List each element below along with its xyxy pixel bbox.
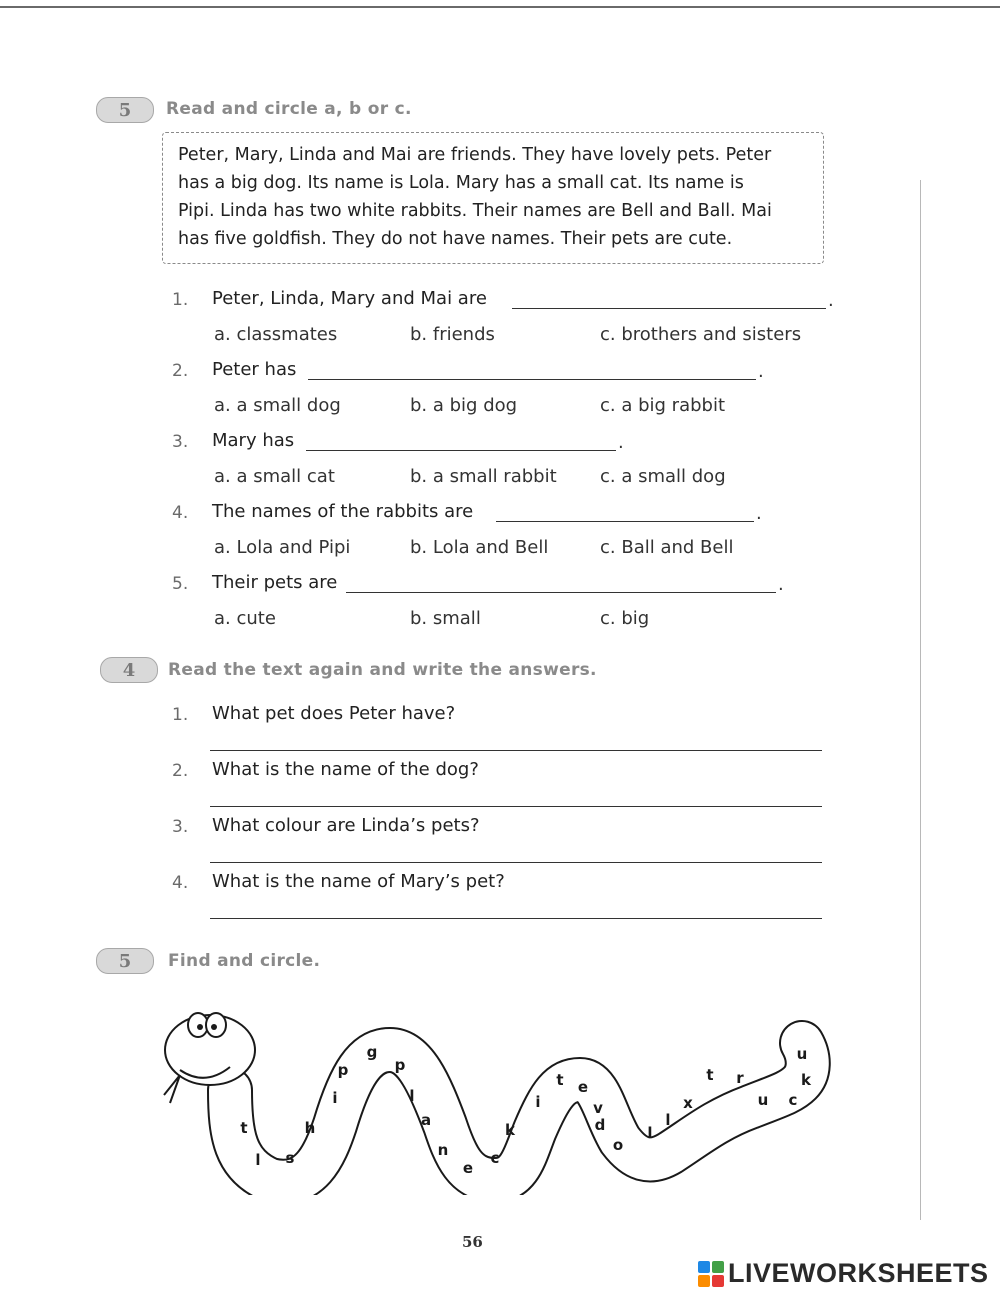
- snake-letter[interactable]: l: [255, 1151, 261, 1169]
- snake-letter[interactable]: p: [337, 1061, 349, 1079]
- snake-letter[interactable]: u: [757, 1091, 769, 1109]
- page-number: 56: [462, 1233, 483, 1251]
- question-number: 1.: [172, 705, 189, 725]
- question-text: What is the name of the dog?: [212, 759, 479, 780]
- snake-letter[interactable]: l: [409, 1087, 415, 1105]
- sentence-end: .: [828, 290, 834, 311]
- passage-line: Pipi. Linda has two white rabbits. Their names are Bell and Ball. Mai: [178, 201, 772, 221]
- exercise-badge-2: 4: [100, 657, 158, 683]
- question-text: What colour are Linda’s pets?: [212, 815, 480, 836]
- option-c[interactable]: c. Ball and Bell: [600, 537, 734, 558]
- option-a[interactable]: a. a small cat: [214, 466, 335, 487]
- snake-letter[interactable]: l: [647, 1124, 653, 1142]
- exercise-badge-1: 5: [96, 97, 154, 123]
- option-b[interactable]: b. small: [410, 608, 481, 629]
- right-margin-line: [920, 180, 921, 1220]
- snake-letter[interactable]: s: [285, 1149, 295, 1167]
- option-a[interactable]: a. Lola and Pipi: [214, 537, 351, 558]
- option-c[interactable]: c. a big rabbit: [600, 395, 726, 416]
- answer-blank[interactable]: [308, 379, 756, 380]
- snake-letter[interactable]: t: [240, 1119, 248, 1137]
- option-b[interactable]: b. Lola and Bell: [410, 537, 549, 558]
- question-number: 3.: [172, 432, 189, 452]
- answer-blank[interactable]: [306, 450, 616, 451]
- top-border-line: [0, 6, 1000, 8]
- question-text: Mary has: [212, 430, 295, 451]
- brand-mark-icon: [698, 1261, 724, 1287]
- snake-letter[interactable]: x: [683, 1094, 693, 1112]
- snake-letter[interactable]: c: [788, 1091, 798, 1109]
- snake-word-search: [150, 995, 840, 1195]
- liveworksheets-logo[interactable]: [698, 1258, 989, 1289]
- question-number: 5.: [172, 574, 189, 594]
- question-number: 4.: [172, 873, 189, 893]
- snake-letter[interactable]: v: [593, 1099, 603, 1117]
- passage-line: has five goldfish. They do not have names. Their pets are cute.: [178, 229, 733, 249]
- snake-letter[interactable]: t: [556, 1071, 564, 1089]
- question-number: 2.: [172, 761, 189, 781]
- snake-letter[interactable]: e: [577, 1078, 589, 1096]
- snake-letter[interactable]: e: [462, 1159, 474, 1177]
- snake-letter[interactable]: k: [505, 1121, 515, 1139]
- snake-letter[interactable]: a: [420, 1111, 432, 1129]
- answer-blank[interactable]: [496, 521, 754, 522]
- snake-letter[interactable]: i: [535, 1093, 541, 1111]
- question-number: 4.: [172, 503, 189, 523]
- question-text: Peter, Linda, Mary and Mai are: [212, 288, 487, 309]
- answer-line[interactable]: [210, 862, 822, 863]
- snake-letter[interactable]: k: [801, 1071, 811, 1089]
- snake-letter[interactable]: i: [332, 1089, 338, 1107]
- sentence-end: .: [778, 574, 784, 595]
- option-b[interactable]: b. friends: [410, 324, 495, 345]
- snake-pupil: [197, 1024, 203, 1030]
- question-text: Peter has: [212, 359, 297, 380]
- snake-letter[interactable]: d: [594, 1116, 606, 1134]
- answer-line[interactable]: [210, 750, 822, 751]
- snake-tongue: [164, 1075, 180, 1103]
- option-a[interactable]: a. classmates: [214, 324, 338, 345]
- snake-pupil: [211, 1024, 217, 1030]
- snake-letter[interactable]: o: [612, 1136, 624, 1154]
- question-number: 1.: [172, 290, 189, 310]
- exercise-instruction-2: Read the text again and write the answers.: [168, 660, 597, 680]
- option-c[interactable]: c. big: [600, 608, 650, 629]
- question-text: What pet does Peter have?: [212, 703, 456, 724]
- snake-letter[interactable]: u: [796, 1045, 808, 1063]
- snake-letter[interactable]: t: [706, 1066, 714, 1084]
- question-text: What is the name of Mary’s pet?: [212, 871, 505, 892]
- option-c[interactable]: c. brothers and sisters: [600, 324, 802, 345]
- snake-letter[interactable]: l: [665, 1111, 671, 1129]
- answer-line[interactable]: [210, 806, 822, 807]
- snake-letter[interactable]: c: [490, 1149, 500, 1167]
- exercise-badge-3: 5: [96, 948, 154, 974]
- snake-letter[interactable]: n: [437, 1141, 449, 1159]
- question-number: 3.: [172, 817, 189, 837]
- answer-line[interactable]: [210, 918, 822, 919]
- option-a[interactable]: a. cute: [214, 608, 276, 629]
- snake-letter[interactable]: h: [304, 1119, 316, 1137]
- option-a[interactable]: a. a small dog: [214, 395, 341, 416]
- snake-letter[interactable]: r: [736, 1069, 744, 1087]
- answer-blank[interactable]: [512, 308, 826, 309]
- question-number: 2.: [172, 361, 189, 381]
- question-text: Their pets are: [212, 572, 338, 593]
- sentence-end: .: [756, 503, 762, 524]
- option-b[interactable]: b. a small rabbit: [410, 466, 557, 487]
- snake-letter[interactable]: p: [394, 1056, 406, 1074]
- exercise-instruction-1: Read and circle a, b or c.: [166, 99, 412, 119]
- option-b[interactable]: b. a big dog: [410, 395, 518, 416]
- sentence-end: .: [758, 361, 764, 382]
- answer-blank[interactable]: [346, 592, 776, 593]
- passage-line: Peter, Mary, Linda and Mai are friends. They have lovely pets. Peter: [178, 145, 772, 165]
- snake-letter[interactable]: g: [366, 1043, 378, 1061]
- passage-line: has a big dog. Its name is Lola. Mary has a small cat. Its name is: [178, 173, 744, 193]
- brand-name: LIVEWORKSHEETS: [728, 1258, 989, 1288]
- sentence-end: .: [618, 432, 624, 453]
- option-c[interactable]: c. a small dog: [600, 466, 726, 487]
- question-text: The names of the rabbits are: [212, 501, 474, 522]
- exercise-instruction-3: Find and circle.: [168, 951, 321, 971]
